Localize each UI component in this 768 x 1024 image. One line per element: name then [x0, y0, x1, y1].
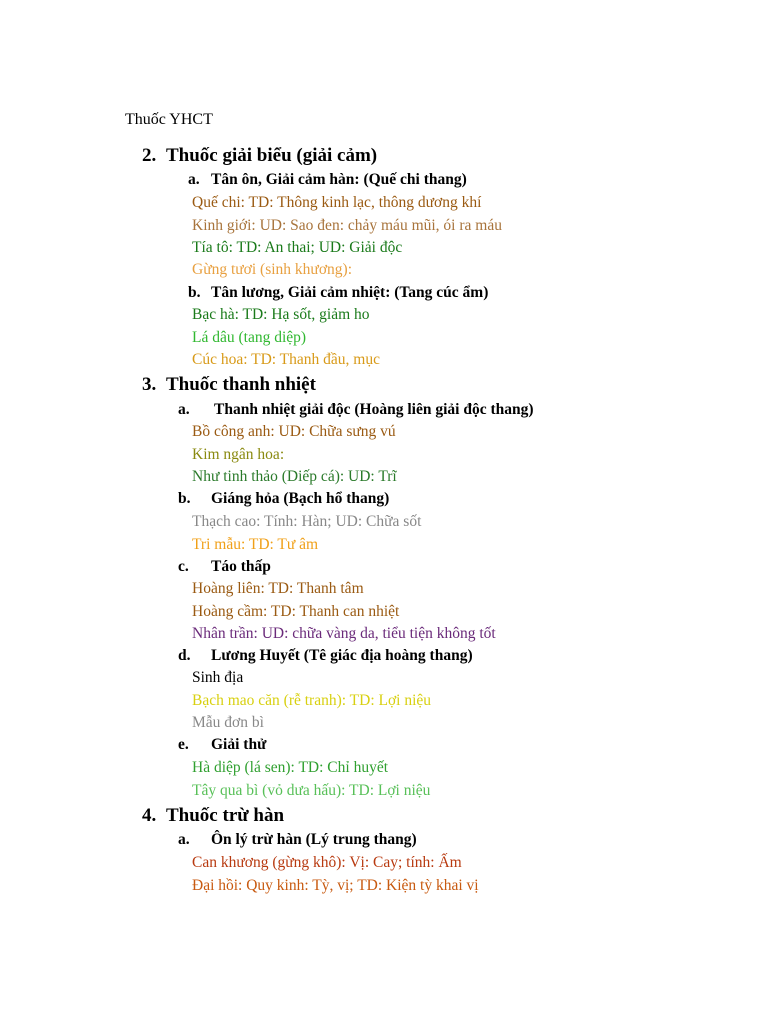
list-item: Cúc hoa: TD: Thanh đầu, mục: [192, 351, 380, 368]
list-item: Như tinh thảo (Diếp cá): UD: Trĩ: [192, 468, 397, 485]
list-item: Mẫu đơn bì: [192, 714, 264, 731]
section-title: Thuốc trừ hàn: [166, 805, 285, 826]
list-item: Thạch cao: Tính: Hàn; UD: Chữa sốt: [192, 513, 422, 530]
section-heading-3: [142, 373, 316, 397]
subheading-letter: a.: [178, 831, 190, 848]
subheading-title: Thanh nhiệt giải độc (Hoàng liên giải độc thang): [214, 401, 534, 418]
section-number: 3.: [142, 374, 157, 395]
subheading-letter: b.: [178, 490, 191, 507]
list-item: Đại hồi: Quy kinh: Tỳ, vị; TD: Kiện tỳ khai vị: [192, 877, 479, 894]
subheading-3b: [178, 489, 389, 509]
subheading-title: Lương Huyết (Tê giác địa hoàng thang): [211, 647, 473, 664]
subheading-title: Tân lương, Giải cảm nhiệt: (Tang cúc ẩm): [211, 284, 489, 301]
subheading-4a: [178, 830, 417, 850]
subheading-title: Ôn lý trừ hàn (Lý trung thang): [211, 831, 417, 848]
subheading-title: Táo thấp: [211, 558, 271, 575]
subheading-title: Giải thử: [211, 736, 267, 753]
list-item: Lá dâu (tang diệp): [192, 329, 307, 346]
list-item: Hoàng liên: TD: Thanh tâm: [192, 580, 364, 597]
list-item: Hoàng cầm: TD: Thanh can nhiệt: [192, 603, 400, 620]
subheading-letter: c.: [178, 558, 189, 575]
list-item: Sinh địa: [192, 669, 244, 686]
subheading-letter: a.: [178, 401, 190, 418]
subheading-letter: b.: [188, 284, 201, 301]
subheading-2a: [188, 170, 467, 190]
list-item: Hà diệp (lá sen): TD: Chỉ huyết: [192, 759, 389, 776]
section-title: Thuốc thanh nhiệt: [166, 374, 316, 395]
subheading-3d: [178, 646, 473, 666]
subheading-3a: [178, 400, 534, 420]
subheading-3c: [178, 557, 271, 577]
section-number: 2.: [142, 145, 157, 166]
list-item: Can khương (gừng khô): Vị: Cay; tính: Ấm: [192, 854, 462, 871]
subheading-title: Giáng hỏa (Bạch hổ thang): [211, 490, 390, 507]
list-item: Quế chi: TD: Thông kinh lạc, thông dương khí: [192, 194, 482, 211]
list-item: Gừng tươi (sinh khương):: [192, 261, 352, 278]
section-title: Thuốc giải biểu (giải cảm): [166, 145, 378, 166]
list-item: Kinh giới: UD: Sao đen: chảy máu mũi, ói ra máu: [192, 217, 502, 234]
subheading-title: Tân ôn, Giải cảm hàn: (Quế chi thang): [211, 171, 467, 188]
list-item: Bồ công anh: UD: Chữa sưng vú: [192, 423, 396, 440]
document-title: Thuốc YHCT: [125, 111, 213, 128]
list-item: Bạch mao căn (rễ tranh): TD: Lợi niệu: [192, 692, 432, 709]
subheading-letter: e.: [178, 736, 189, 753]
section-heading-2: [142, 144, 377, 168]
section-heading-4: [142, 804, 284, 828]
subheading-letter: d.: [178, 647, 191, 664]
list-item: Bạc hà: TD: Hạ sốt, giảm ho: [192, 306, 370, 323]
list-item: Tía tô: TD: An thai; UD: Giải độc: [192, 239, 403, 256]
section-number: 4.: [142, 805, 157, 826]
list-item: Nhân trần: UD: chữa vàng da, tiểu tiện không tốt: [192, 625, 496, 642]
subheading-2b: [188, 283, 488, 303]
list-item: Tây qua bì (vỏ dưa hấu): TD: Lợi niệu: [192, 782, 431, 799]
list-item: Tri mẫu: TD: Tư âm: [192, 536, 319, 553]
subheading-letter: a.: [188, 171, 200, 188]
list-item: Kim ngân hoa:: [192, 446, 285, 463]
subheading-3e: [178, 735, 266, 755]
